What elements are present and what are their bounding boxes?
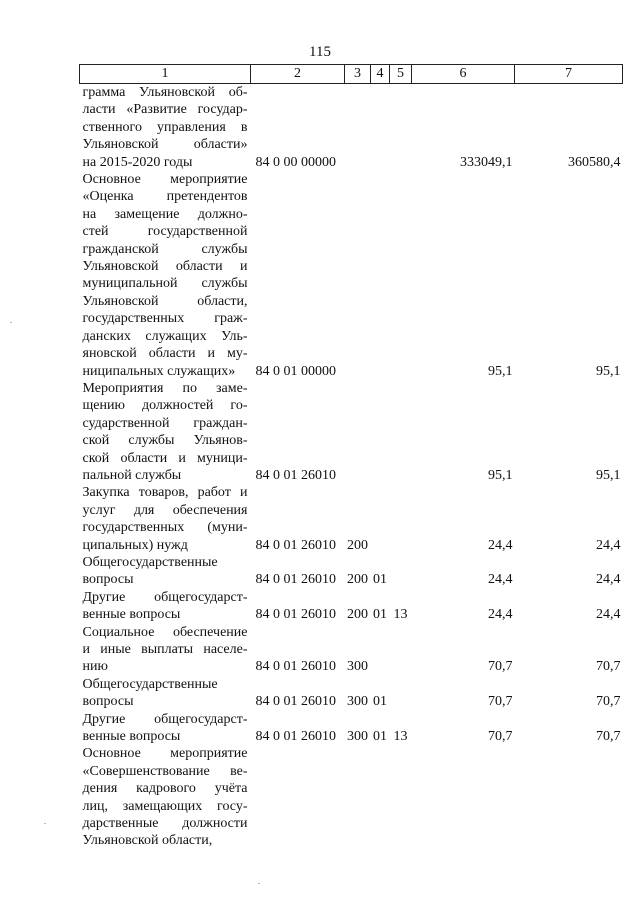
row-value-7: 360580,4 <box>568 154 621 170</box>
row-name-line: венные вопросы <box>82 607 181 623</box>
row-col-3: 200 <box>347 537 368 553</box>
row-name-line: и иные выплаты населе- <box>82 642 248 657</box>
row-name <box>80 589 251 624</box>
row-name-line: дарственные должности <box>82 816 248 832</box>
page-number: 115 <box>309 44 331 60</box>
scan-speck <box>258 883 260 884</box>
row-name <box>80 171 251 380</box>
row-name-line: вопросы <box>82 694 134 710</box>
row-name-line: Ульяновской области и <box>82 259 248 275</box>
row-name-line: Мероприятия по заме- <box>82 380 248 396</box>
header-row <box>80 65 623 84</box>
row-name-line: лиц, замещающих госу- <box>82 798 248 814</box>
row-col-5: 13 <box>393 607 408 623</box>
row-name-line: Социальное обеспечение <box>82 624 248 640</box>
row-code: 84 0 01 26010 <box>255 572 336 588</box>
scan-speck <box>10 322 12 323</box>
row-col-3: 300 <box>347 694 368 710</box>
row-code: 84 0 01 00000 <box>255 363 336 379</box>
row-value-7: 24,4 <box>596 537 621 553</box>
row-name-line: ской службы Ульянов- <box>82 433 248 449</box>
row-name-line: на 2015-2020 годы <box>82 154 193 170</box>
table-row <box>80 711 623 746</box>
row-col-3 <box>345 745 371 849</box>
row-name-line: ниципальных служащих» <box>82 363 236 379</box>
row-name-line: гражданской службы <box>82 241 248 257</box>
row-name-line: Основное мероприятие <box>82 172 248 188</box>
row-name-line: ственного управления в <box>82 119 248 135</box>
row-name-line: государственных (муни- <box>82 520 248 536</box>
row-code: 84 0 00 00000 <box>255 154 336 170</box>
table-row <box>80 589 623 624</box>
row-name-line: услуг для обеспечения <box>82 502 248 518</box>
row-name-line: пальной службы <box>82 467 182 483</box>
row-code: 84 0 01 26010 <box>255 607 336 623</box>
table-body <box>80 84 623 850</box>
row-col-5 <box>390 624 412 676</box>
row-name-line: вопросы <box>82 572 134 588</box>
row-code: 84 0 01 26010 <box>255 659 336 675</box>
row-name-line: ской области и муници- <box>82 450 248 466</box>
header-col-5: 5 <box>390 65 412 84</box>
row-name <box>80 711 251 746</box>
row-col-5: 13 <box>393 729 408 745</box>
row-col-5 <box>390 84 412 172</box>
row-value-6: 24,4 <box>488 572 513 588</box>
row-name-line: Основное мероприятие <box>82 746 248 762</box>
row-name-line: Ульяновской области, <box>82 833 213 849</box>
row-name-line: венные вопросы <box>82 729 181 745</box>
row-col-3 <box>345 171 371 380</box>
row-value-7: 70,7 <box>596 729 621 745</box>
row-name <box>80 84 251 172</box>
table-row <box>80 171 623 380</box>
row-col-3: 200 <box>347 572 368 588</box>
table-row <box>80 624 623 676</box>
row-value-6: 24,4 <box>488 607 513 623</box>
row-value-6: 333049,1 <box>460 154 513 170</box>
header-col-3: 3 <box>345 65 371 84</box>
row-name-line: нию <box>82 659 108 675</box>
row-value-6: 70,7 <box>488 694 513 710</box>
row-code <box>251 745 345 849</box>
scan-speck <box>44 823 46 824</box>
row-value-7: 70,7 <box>596 694 621 710</box>
row-name <box>80 484 251 554</box>
row-col-4 <box>371 484 390 554</box>
row-value-7: 24,4 <box>596 607 621 623</box>
row-name <box>80 676 251 711</box>
row-col-5 <box>390 554 412 589</box>
row-col-3 <box>345 380 371 484</box>
row-name-line: ципальных) нужд <box>82 537 188 553</box>
row-col-3: 300 <box>347 729 368 745</box>
row-name <box>80 745 251 849</box>
table-row <box>80 484 623 554</box>
row-code: 84 0 01 26010 <box>255 729 336 745</box>
row-col-5 <box>390 745 412 849</box>
row-col-5 <box>390 171 412 380</box>
row-name-line: дения кадрового учёта <box>82 781 248 797</box>
row-col-4 <box>371 171 390 380</box>
row-name-line: Ульяновской области» <box>82 137 248 153</box>
row-name-line: яновской области и му- <box>82 346 248 362</box>
row-name-line: Другие общегосударст- <box>82 711 248 727</box>
row-value-6: 70,7 <box>488 659 513 675</box>
row-name <box>80 624 251 676</box>
row-name-line: Закупка товаров, работ и <box>82 485 248 501</box>
row-value-6: 24,4 <box>488 537 513 553</box>
row-name-line: стей государственной <box>82 224 248 240</box>
row-name-line: Общегосударственные <box>82 554 218 570</box>
row-col-4: 01 <box>373 694 387 710</box>
header-col-6: 6 <box>412 65 515 84</box>
row-name-line: «Совершенствование ве- <box>82 763 248 779</box>
row-value-6: 95,1 <box>488 363 513 379</box>
row-name <box>80 554 251 589</box>
header-col-7: 7 <box>515 65 623 84</box>
row-col-4: 01 <box>373 607 387 623</box>
table-row <box>80 554 623 589</box>
row-col-5 <box>390 380 412 484</box>
row-col-3: 300 <box>347 659 368 675</box>
header-col-1: 1 <box>80 65 251 84</box>
row-code: 84 0 01 26010 <box>255 694 336 710</box>
row-code: 84 0 01 26010 <box>255 537 336 553</box>
row-name <box>80 380 251 484</box>
row-col-3 <box>345 84 371 172</box>
row-col-4: 01 <box>373 572 387 588</box>
row-value-7: 24,4 <box>596 572 621 588</box>
row-name-line: муниципальной службы <box>82 276 248 292</box>
header-col-2: 2 <box>251 65 345 84</box>
row-name-line: Общегосударственные <box>82 676 218 692</box>
row-value-6: 95,1 <box>488 467 513 483</box>
row-col-5 <box>390 484 412 554</box>
budget-table <box>79 64 623 850</box>
row-col-4 <box>371 84 390 172</box>
table-row <box>80 745 623 849</box>
table-row <box>80 84 623 172</box>
table-row <box>80 380 623 484</box>
row-code: 84 0 01 26010 <box>255 467 336 483</box>
row-value-7 <box>515 745 623 849</box>
row-col-4 <box>371 380 390 484</box>
row-name-line: щению должностей го- <box>82 398 248 414</box>
header-col-4: 4 <box>371 65 390 84</box>
row-name-line: Ульяновской области, <box>82 293 248 309</box>
row-value-7: 70,7 <box>596 659 621 675</box>
row-name-line: на замещение должно- <box>82 206 248 222</box>
row-name-line: ласти «Развитие государ- <box>82 102 248 118</box>
row-col-3: 200 <box>347 607 368 623</box>
table-row <box>80 676 623 711</box>
row-value-7: 95,1 <box>596 467 621 483</box>
row-name-line: государственных граж- <box>82 311 248 327</box>
row-name-line: данских служащих Уль- <box>82 328 248 344</box>
row-col-4 <box>371 745 390 849</box>
row-col-4: 01 <box>373 729 387 745</box>
row-name-line: «Оценка претендентов <box>82 189 248 205</box>
row-name-line: Другие общегосударст- <box>82 589 248 605</box>
row-value-6 <box>412 745 515 849</box>
row-value-6: 70,7 <box>488 729 513 745</box>
row-name-line: сударственной граждан- <box>82 415 248 431</box>
row-value-7: 95,1 <box>596 363 621 379</box>
row-col-5 <box>390 676 412 711</box>
row-col-4 <box>371 624 390 676</box>
row-name-line: грамма Ульяновской об- <box>82 85 248 100</box>
